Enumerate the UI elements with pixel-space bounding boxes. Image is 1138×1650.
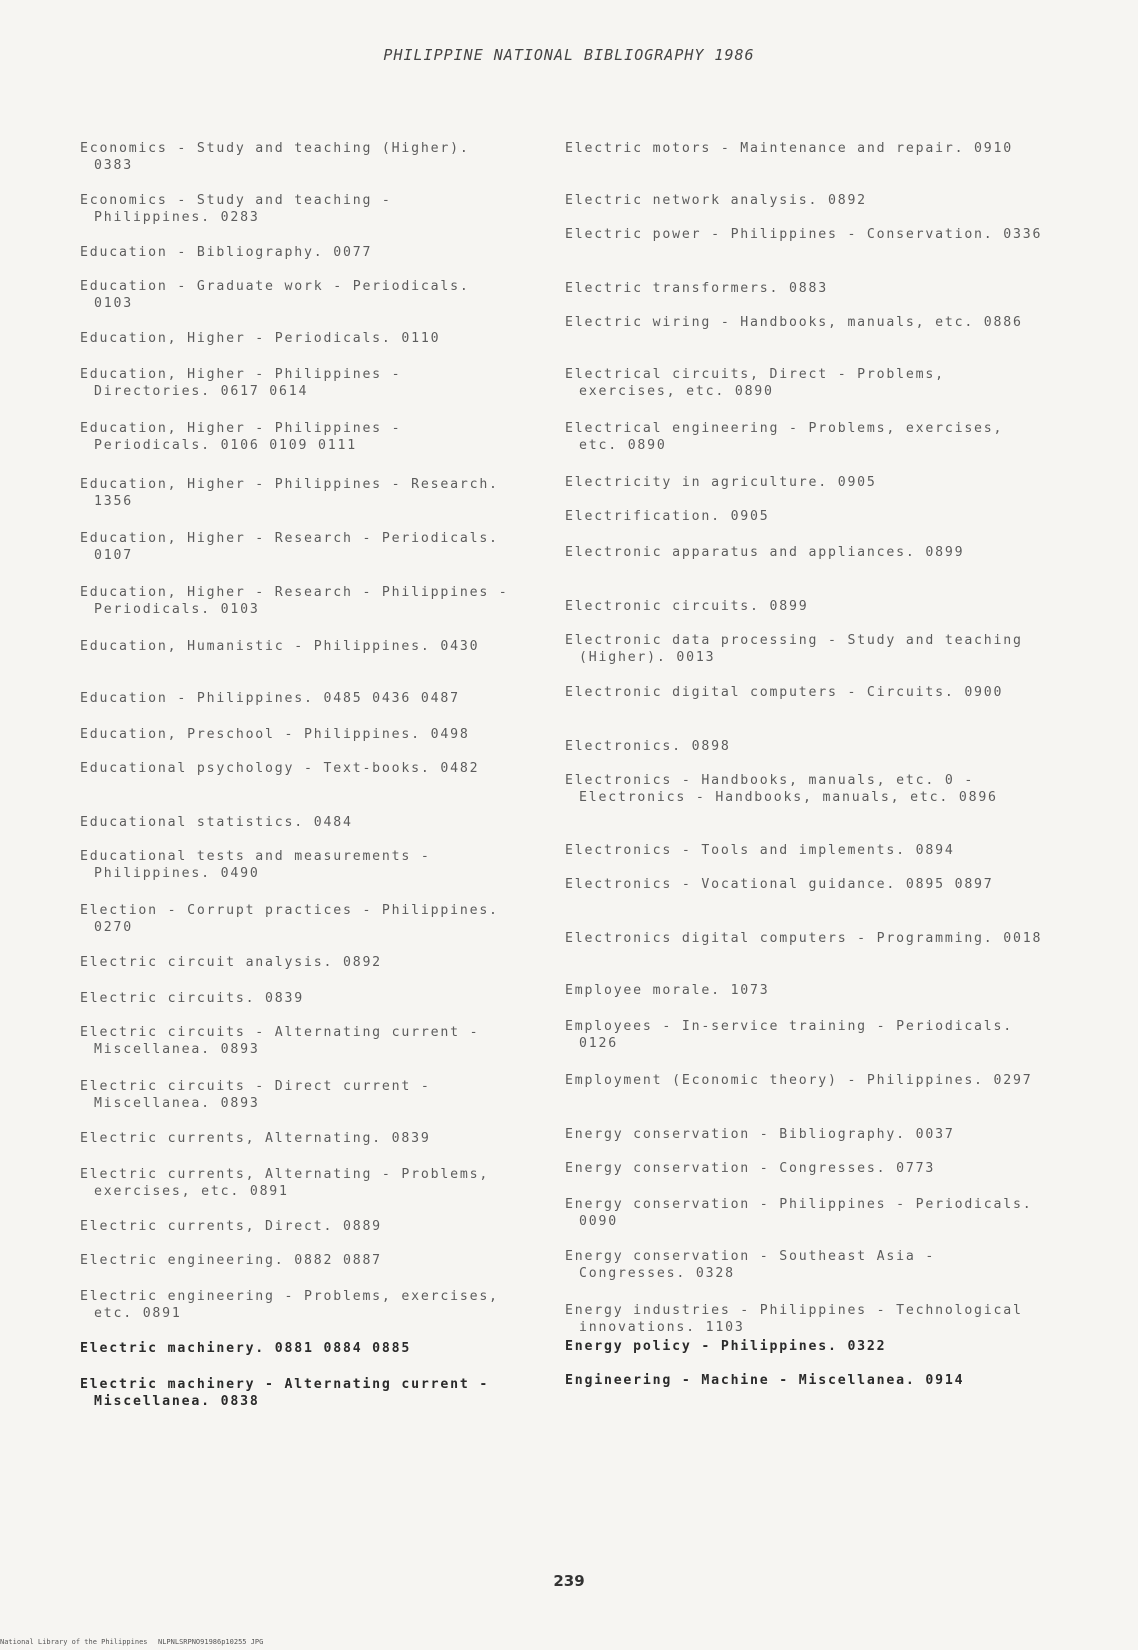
index-entry: Electronic apparatus and appliances. 0899 xyxy=(565,545,965,560)
index-entry: Electrical engineering - Problems, exercises, etc. 0890 xyxy=(565,421,1014,453)
index-entry: Election - Corrupt practices - Philippines. 0270 xyxy=(80,903,509,935)
index-entry: Electric currents, Alternating - Problems, exercises, etc. 0891 xyxy=(80,1167,499,1199)
index-entry: Electric circuits. 0839 xyxy=(80,991,305,1006)
index-entry: Electric engineering. 0882 0887 xyxy=(80,1253,382,1268)
index-entry: Energy conservation - Bibliography. 0037 xyxy=(565,1127,955,1142)
index-entry: Energy conservation - Congresses. 0773 xyxy=(565,1161,936,1176)
index-entry: Educational statistics. 0484 xyxy=(80,815,353,830)
index-entry: Educational tests and measurements - Philippines. 0490 xyxy=(80,849,441,881)
index-entry: Education, Higher - Periodicals. 0110 xyxy=(80,331,441,346)
index-entry: Electrical circuits, Direct - Problems, exercises, etc. 0890 xyxy=(565,367,955,399)
index-entry: Electric motors - Maintenance and repair. 0910 xyxy=(565,141,1014,156)
index-entry: Education, Higher - Philippines - Research. 1356 xyxy=(80,477,509,509)
index-entry: Electric currents, Direct. 0889 xyxy=(80,1219,382,1234)
index-entry: Electric power - Philippines - Conservation. 0336 xyxy=(565,227,1043,242)
footer-credit: National Library of the Philippines xyxy=(0,1638,148,1646)
index-entry: Education - Graduate work - Periodicals. 0103 xyxy=(80,279,480,311)
page-title: PHILIPPINE NATIONAL BIBLIOGRAPHY 1986 xyxy=(383,46,755,64)
index-entry: Energy conservation - Southeast Asia - Congresses. 0328 xyxy=(565,1249,945,1281)
page-number: 239 xyxy=(553,1572,585,1590)
index-entry: Electronic digital computers - Circuits. 0900 xyxy=(565,685,1004,700)
index-entry: Electronics - Tools and implements. 0894 xyxy=(565,843,955,858)
index-entry: Electricity in agriculture. 0905 xyxy=(565,475,877,490)
footer-file-id: NLPNLSRPNO91986p10255 JPG xyxy=(158,1638,264,1646)
index-entry: Employees - In-service training - Periodicals. 0126 xyxy=(565,1019,1023,1051)
index-entry: Employment (Economic theory) - Philippines. 0297 xyxy=(565,1073,1033,1088)
index-entry: Electric network analysis. 0892 xyxy=(565,193,867,208)
index-entry: Engineering - Machine - Miscellanea. 0914 xyxy=(565,1373,965,1388)
index-entry: Economics - Study and teaching - Philippines. 0283 xyxy=(80,193,402,225)
index-entry: Electronics digital computers - Programming. 0018 xyxy=(565,931,1043,946)
index-entry: Electrification. 0905 xyxy=(565,509,770,524)
index-entry: Electric circuits - Direct current - Miscellanea. 0893 xyxy=(80,1079,441,1111)
index-entry: Education, Higher - Philippines - Directories. 0617 0614 xyxy=(80,367,412,399)
index-entry: Education, Higher - Research - Periodicals. 0107 xyxy=(80,531,509,563)
index-entry: Education - Philippines. 0485 0436 0487 xyxy=(80,691,460,706)
index-entry: Electric circuit analysis. 0892 xyxy=(80,955,382,970)
index-entry: Educational psychology - Text-books. 0482 xyxy=(80,761,480,776)
index-entry: Employee morale. 1073 xyxy=(565,983,770,998)
index-entry: Electric machinery. 0881 0884 0885 xyxy=(80,1341,412,1356)
index-entry: Electric transformers. 0883 xyxy=(565,281,828,296)
index-entry: Electric wiring - Handbooks, manuals, etc. 0886 xyxy=(565,315,1023,330)
index-entry: Electronic data processing - Study and teaching (Higher). 0013 xyxy=(565,633,1033,665)
index-entry: Electronics - Vocational guidance. 0895 0897 xyxy=(565,877,994,892)
index-entry: Education, Preschool - Philippines. 0498 xyxy=(80,727,470,742)
index-entry: Education, Higher - Research - Philippines - Periodicals. 0103 xyxy=(80,585,519,617)
index-entry: Education - Bibliography. 0077 xyxy=(80,245,373,260)
index-entry: Education, Higher - Philippines - Periodicals. 0106 0109 0111 xyxy=(80,421,412,453)
index-entry: Electric engineering - Problems, exercises, etc. 0891 xyxy=(80,1289,509,1321)
index-entry: Energy industries - Philippines - Technological innovations. 1103 xyxy=(565,1303,1033,1335)
index-entry: Electronics. 0898 xyxy=(565,739,731,754)
index-entry: Education, Humanistic - Philippines. 0430 xyxy=(80,639,480,654)
index-entry: Electric currents, Alternating. 0839 xyxy=(80,1131,431,1146)
index-entry: Energy policy - Philippines. 0322 xyxy=(565,1339,887,1354)
index-entry: Economics - Study and teaching (Higher). 0383 xyxy=(80,141,480,173)
index-entry: Electric circuits - Alternating current - Miscellanea. 0893 xyxy=(80,1025,490,1057)
index-entry: Electronic circuits. 0899 xyxy=(565,599,809,614)
index-entry: Electric machinery - Alternating current - Miscellanea. 0838 xyxy=(80,1377,499,1409)
index-entry: Energy conservation - Philippines - Periodicals. 0090 xyxy=(565,1197,1043,1229)
index-entry: Electronics - Handbooks, manuals, etc. 0 - Electronics - Handbooks, manuals, etc. 0896 xyxy=(565,773,998,805)
